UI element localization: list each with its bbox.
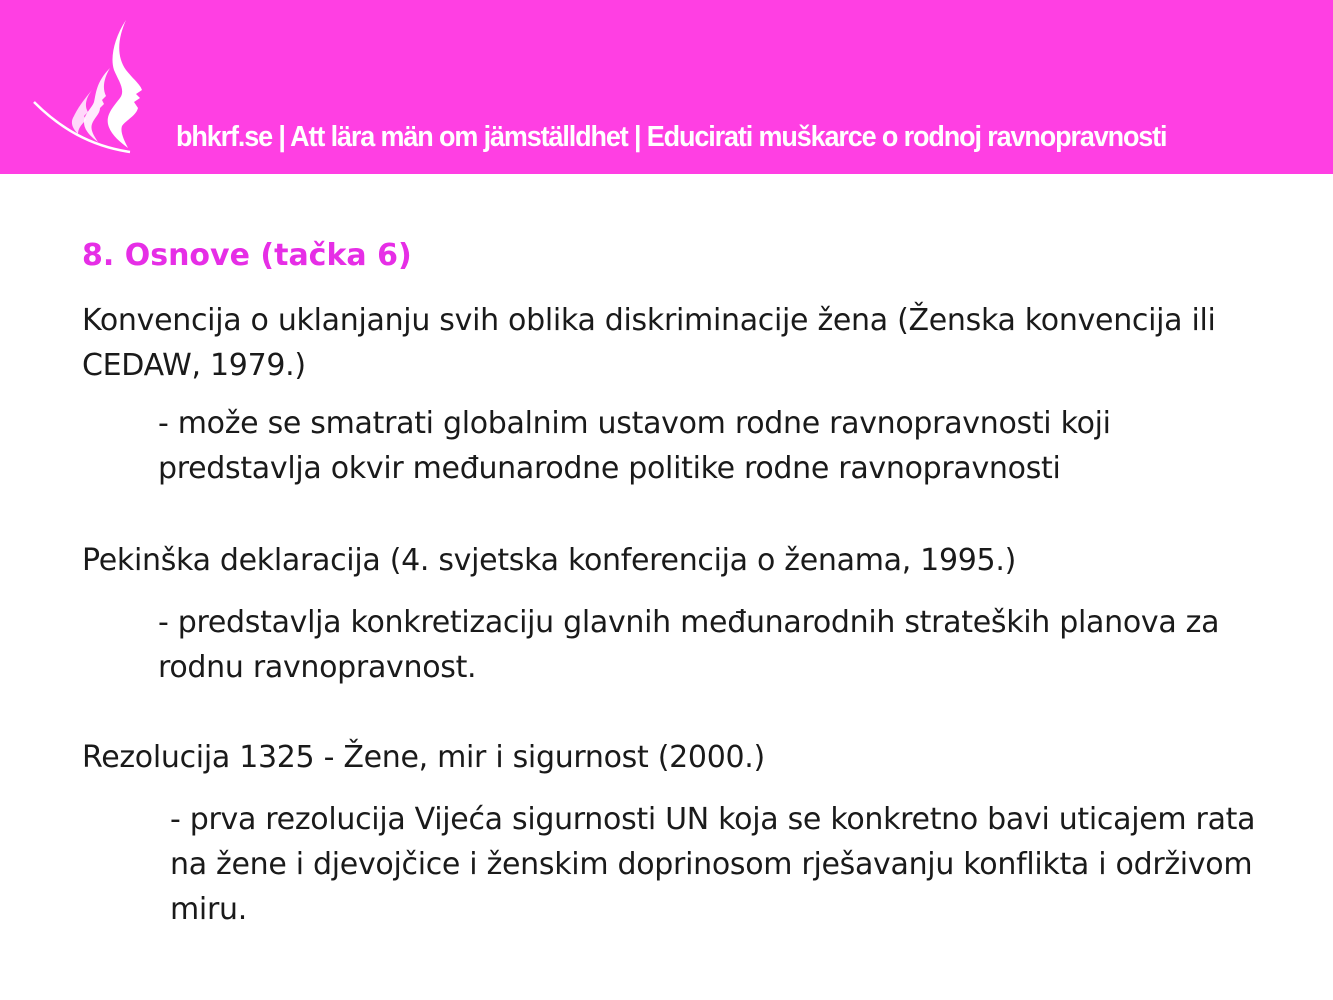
- item-detail-cedaw: - može se smatrati globalnim ustavom rodne ravnopravnosti koji predstavlja okvir međunarodne politike rodne ravnopravnosti: [158, 406, 1111, 486]
- section-heading: 8. Osnove (tačka 6): [82, 238, 412, 273]
- item-detail-resolution-1325: - prva rezolucija Vijeća sigurnosti UN koja se konkretno bavi uticajem rata na žene i djevojčice i ženskim doprinosom rješavanju konflikta i održivom miru.: [170, 802, 1256, 927]
- header-banner: [0, 0, 1333, 174]
- item-title-cedaw: Konvencija o uklanjanju svih oblika diskriminacije žena (Ženska konvencija ili CEDAW, 1979.): [82, 303, 1216, 383]
- header-tagline: bhkrf.se | Att lära män om jämställdhet | Educirati muškarce o rodnoj ravnopravnosti: [176, 121, 1167, 153]
- item-title-beijing: Pekinška deklaracija (4. svjetska konferencija o ženama, 1995.): [82, 543, 1016, 578]
- women-profiles-logo-icon: [30, 18, 165, 158]
- item-title-resolution-1325: Rezolucija 1325 - Žene, mir i sigurnost (2000.): [82, 740, 765, 775]
- item-detail-beijing: - predstavlja konkretizaciju glavnih međunarodnih strateških planova za rodnu ravnopravnost.: [158, 605, 1220, 685]
